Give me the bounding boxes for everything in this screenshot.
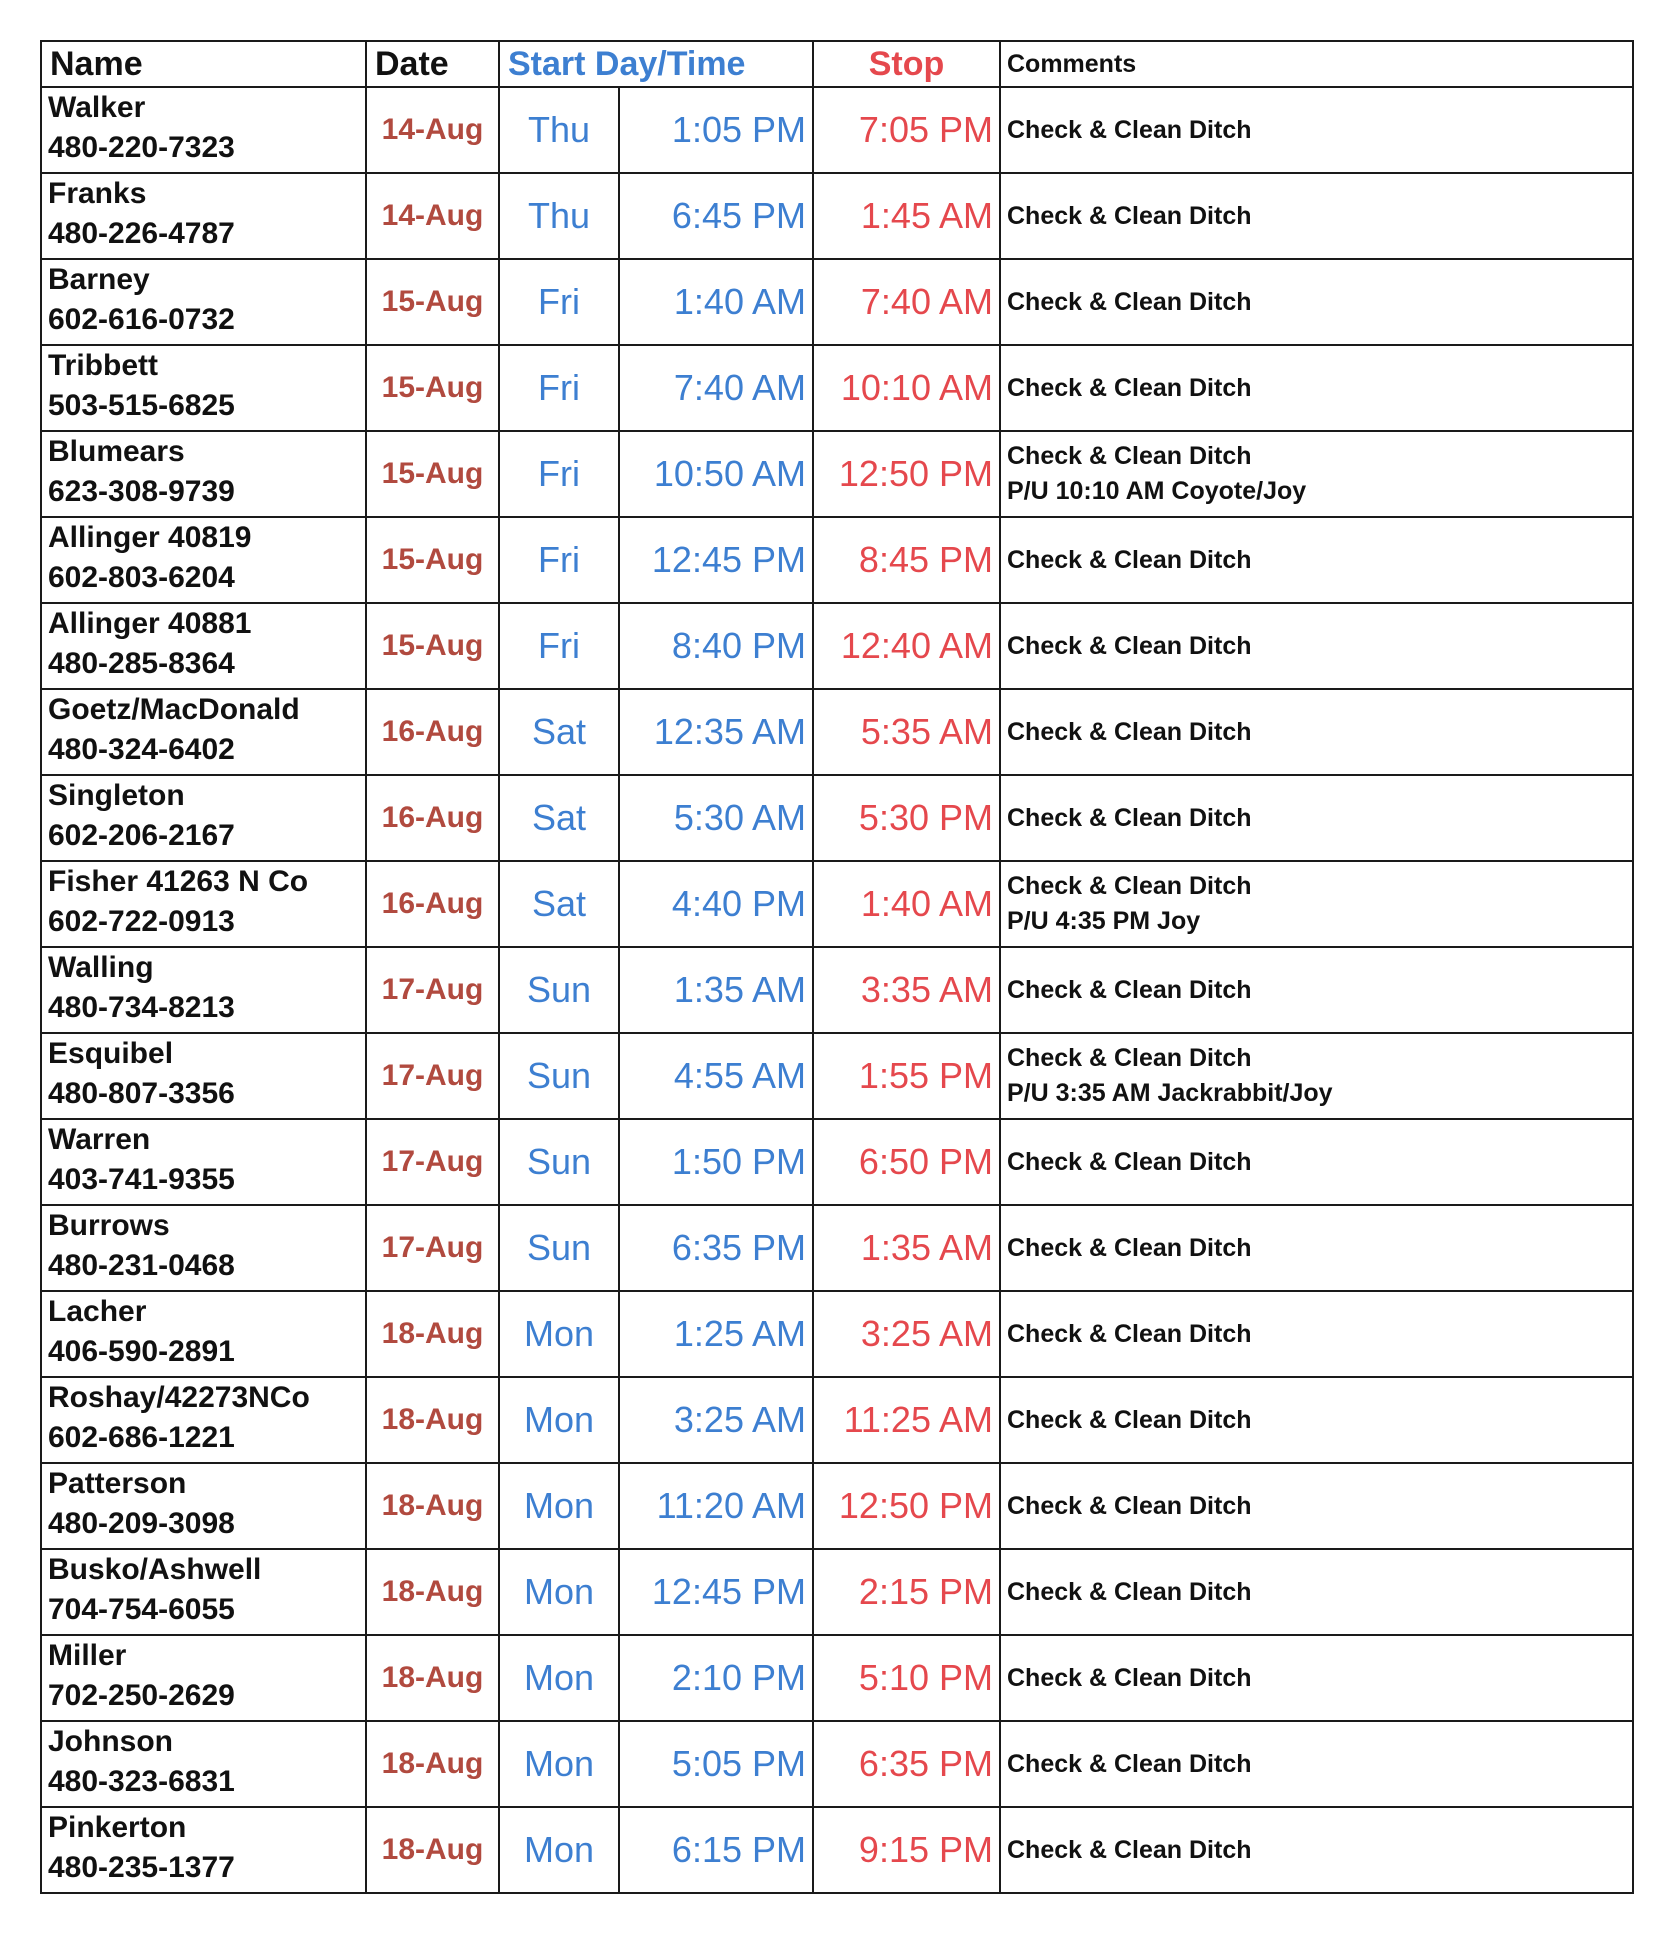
comment-line-1: Check & Clean Ditch — [1007, 1577, 1252, 1606]
comments-cell — [1000, 603, 1633, 689]
comments-cell — [1000, 1033, 1633, 1119]
name-cell — [41, 1377, 366, 1463]
date-cell: 17-Aug — [366, 1119, 499, 1205]
comment-line-1: Check & Clean Ditch — [1007, 1835, 1252, 1864]
table-row — [41, 1635, 1633, 1721]
day-cell: Mon — [499, 1377, 619, 1463]
customer-name: Walker — [48, 91, 146, 124]
day-cell: Mon — [499, 1463, 619, 1549]
name-cell — [41, 517, 366, 603]
date-cell: 18-Aug — [366, 1463, 499, 1549]
start-time-cell: 6:15 PM — [619, 1807, 813, 1893]
stop-time-cell: 5:35 AM — [813, 689, 1000, 775]
comment-line-1: Check & Clean Ditch — [1007, 975, 1252, 1004]
customer-phone: 602-803-6204 — [48, 561, 235, 594]
day-cell: Sat — [499, 775, 619, 861]
name-cell — [41, 259, 366, 345]
name-cell — [41, 87, 366, 173]
header-date: Date — [366, 41, 499, 87]
table-row — [41, 947, 1633, 1033]
comments-cell — [1000, 775, 1633, 861]
day-cell: Fri — [499, 603, 619, 689]
customer-name: Burrows — [48, 1209, 170, 1242]
comment-line-1: Check & Clean Ditch — [1007, 631, 1252, 660]
stop-time-cell: 5:30 PM — [813, 775, 1000, 861]
stop-time-cell: 2:15 PM — [813, 1549, 1000, 1635]
customer-name: Warren — [48, 1123, 151, 1156]
start-time-cell: 6:45 PM — [619, 173, 813, 259]
stop-time-cell: 10:10 AM — [813, 345, 1000, 431]
name-cell — [41, 1549, 366, 1635]
stop-time-cell: 7:05 PM — [813, 87, 1000, 173]
day-cell: Sun — [499, 1119, 619, 1205]
table-row — [41, 1807, 1633, 1893]
start-time-cell: 10:50 AM — [619, 431, 813, 517]
comment-line-1: Check & Clean Ditch — [1007, 872, 1252, 900]
comments-cell — [1000, 1291, 1633, 1377]
comments-cell — [1000, 431, 1633, 517]
comment-line-1: Check & Clean Ditch — [1007, 1663, 1252, 1692]
header-stop: Stop — [813, 41, 1000, 87]
date-cell: 18-Aug — [366, 1377, 499, 1463]
date-cell: 17-Aug — [366, 1205, 499, 1291]
customer-name: Franks — [48, 177, 147, 210]
customer-name: Blumears — [48, 435, 185, 468]
comment-line-1: Check & Clean Ditch — [1007, 1491, 1252, 1520]
customer-phone: 480-209-3098 — [48, 1507, 235, 1540]
start-time-cell: 4:55 AM — [619, 1033, 813, 1119]
comments-cell — [1000, 1463, 1633, 1549]
customer-phone: 704-754-6055 — [48, 1593, 235, 1626]
name-cell — [41, 345, 366, 431]
start-time-cell: 5:05 PM — [619, 1721, 813, 1807]
start-time-cell: 1:50 PM — [619, 1119, 813, 1205]
comment-line-2: P/U 10:10 AM Coyote/Joy — [1007, 477, 1307, 505]
start-time-cell: 1:40 AM — [619, 259, 813, 345]
name-cell — [41, 1463, 366, 1549]
start-time-cell: 12:45 PM — [619, 1549, 813, 1635]
table-row — [41, 173, 1633, 259]
table-row — [41, 87, 1633, 173]
stop-time-cell: 1:35 AM — [813, 1205, 1000, 1291]
name-cell — [41, 1635, 366, 1721]
stop-time-cell: 8:45 PM — [813, 517, 1000, 603]
start-time-cell: 4:40 PM — [619, 861, 813, 947]
name-cell — [41, 1119, 366, 1205]
table-row — [41, 345, 1633, 431]
stop-time-cell: 6:50 PM — [813, 1119, 1000, 1205]
comment-line-1: Check & Clean Ditch — [1007, 1044, 1252, 1072]
comment-line-1: Check & Clean Ditch — [1007, 373, 1252, 402]
stop-time-cell: 12:40 AM — [813, 603, 1000, 689]
stop-time-cell: 9:15 PM — [813, 1807, 1000, 1893]
schedule-rows — [41, 87, 1633, 1893]
comments-cell — [1000, 947, 1633, 1033]
comments-cell — [1000, 173, 1633, 259]
date-cell: 18-Aug — [366, 1291, 499, 1377]
customer-phone: 480-285-8364 — [48, 647, 235, 680]
comments-cell — [1000, 259, 1633, 345]
customer-phone: 702-250-2629 — [48, 1679, 235, 1712]
customer-name: Goetz/MacDonald — [48, 693, 300, 726]
comment-line-1: Check & Clean Ditch — [1007, 115, 1252, 144]
customer-phone: 406-590-2891 — [48, 1335, 235, 1368]
customer-name: Allinger 40881 — [48, 607, 252, 640]
date-cell: 16-Aug — [366, 775, 499, 861]
stop-time-cell: 12:50 PM — [813, 431, 1000, 517]
start-time-cell: 1:35 AM — [619, 947, 813, 1033]
day-cell: Sun — [499, 1205, 619, 1291]
day-cell: Sat — [499, 689, 619, 775]
comments-cell — [1000, 1635, 1633, 1721]
customer-name: Patterson — [48, 1467, 187, 1500]
header-name: Name — [41, 41, 366, 87]
day-cell: Sun — [499, 947, 619, 1033]
day-cell: Fri — [499, 431, 619, 517]
table-row — [41, 1291, 1633, 1377]
customer-phone: 480-323-6831 — [48, 1765, 235, 1798]
day-cell: Mon — [499, 1635, 619, 1721]
header-row — [41, 41, 1633, 87]
customer-phone: 480-235-1377 — [48, 1851, 235, 1884]
start-time-cell: 6:35 PM — [619, 1205, 813, 1291]
stop-time-cell: 1:45 AM — [813, 173, 1000, 259]
customer-name: Barney — [48, 263, 150, 296]
start-time-cell: 1:05 PM — [619, 87, 813, 173]
date-cell: 16-Aug — [366, 861, 499, 947]
table-row — [41, 1033, 1633, 1119]
customer-phone: 623-308-9739 — [48, 475, 235, 508]
comment-line-1: Check & Clean Ditch — [1007, 1233, 1252, 1262]
name-cell — [41, 173, 366, 259]
start-time-cell: 5:30 AM — [619, 775, 813, 861]
day-cell: Mon — [499, 1721, 619, 1807]
comments-cell — [1000, 1377, 1633, 1463]
table-row — [41, 517, 1633, 603]
irrigation-schedule-table — [40, 40, 1634, 1894]
name-cell — [41, 603, 366, 689]
table-row — [41, 1205, 1633, 1291]
name-cell — [41, 689, 366, 775]
customer-phone: 480-324-6402 — [48, 733, 235, 766]
date-cell: 17-Aug — [366, 947, 499, 1033]
stop-time-cell: 7:40 AM — [813, 259, 1000, 345]
name-cell — [41, 1205, 366, 1291]
stop-time-cell: 3:25 AM — [813, 1291, 1000, 1377]
stop-time-cell: 12:50 PM — [813, 1463, 1000, 1549]
comment-line-2: P/U 3:35 AM Jackrabbit/Joy — [1007, 1079, 1333, 1107]
date-cell: 14-Aug — [366, 87, 499, 173]
comment-line-1: Check & Clean Ditch — [1007, 442, 1252, 470]
comment-line-1: Check & Clean Ditch — [1007, 803, 1252, 832]
header-start-day-time: Start Day/Time — [499, 41, 813, 87]
customer-phone: 480-220-7323 — [48, 131, 235, 164]
customer-phone: 480-226-4787 — [48, 217, 235, 250]
stop-time-cell: 3:35 AM — [813, 947, 1000, 1033]
comments-cell — [1000, 861, 1633, 947]
stop-time-cell: 1:55 PM — [813, 1033, 1000, 1119]
comments-cell — [1000, 87, 1633, 173]
customer-name: Allinger 40819 — [48, 521, 252, 554]
start-time-cell: 12:35 AM — [619, 689, 813, 775]
comment-line-1: Check & Clean Ditch — [1007, 1405, 1252, 1434]
customer-phone: 503-515-6825 — [48, 389, 235, 422]
date-cell: 18-Aug — [366, 1721, 499, 1807]
table-row — [41, 431, 1633, 517]
name-cell — [41, 1033, 366, 1119]
name-cell — [41, 1721, 366, 1807]
start-time-cell: 12:45 PM — [619, 517, 813, 603]
day-cell: Fri — [499, 517, 619, 603]
date-cell: 18-Aug — [366, 1635, 499, 1721]
table-row — [41, 861, 1633, 947]
customer-name: Tribbett — [48, 349, 158, 382]
date-cell: 14-Aug — [366, 173, 499, 259]
day-cell: Sat — [499, 861, 619, 947]
start-time-cell: 7:40 AM — [619, 345, 813, 431]
day-cell: Fri — [499, 345, 619, 431]
date-cell: 18-Aug — [366, 1807, 499, 1893]
date-cell: 15-Aug — [366, 345, 499, 431]
start-time-cell: 3:25 AM — [619, 1377, 813, 1463]
customer-name: Johnson — [48, 1725, 173, 1758]
customer-name: Roshay/42273NCo — [48, 1381, 310, 1414]
day-cell: Mon — [499, 1807, 619, 1893]
comment-line-1: Check & Clean Ditch — [1007, 287, 1252, 316]
date-cell: 17-Aug — [366, 1033, 499, 1119]
date-cell: 15-Aug — [366, 259, 499, 345]
customer-phone: 403-741-9355 — [48, 1163, 235, 1196]
customer-phone: 480-231-0468 — [48, 1249, 235, 1282]
customer-name: Singleton — [48, 779, 185, 812]
day-cell: Mon — [499, 1291, 619, 1377]
name-cell — [41, 431, 366, 517]
day-cell: Mon — [499, 1549, 619, 1635]
comments-cell — [1000, 1721, 1633, 1807]
comment-line-1: Check & Clean Ditch — [1007, 1147, 1252, 1176]
stop-time-cell: 5:10 PM — [813, 1635, 1000, 1721]
table-row — [41, 1721, 1633, 1807]
date-cell: 18-Aug — [366, 1549, 499, 1635]
comments-cell — [1000, 517, 1633, 603]
name-cell — [41, 947, 366, 1033]
stop-time-cell: 6:35 PM — [813, 1721, 1000, 1807]
start-time-cell: 8:40 PM — [619, 603, 813, 689]
stop-time-cell: 11:25 AM — [813, 1377, 1000, 1463]
customer-phone: 602-686-1221 — [48, 1421, 235, 1454]
customer-name: Pinkerton — [48, 1811, 187, 1844]
day-cell: Sun — [499, 1033, 619, 1119]
comment-line-1: Check & Clean Ditch — [1007, 201, 1252, 230]
start-time-cell: 1:25 AM — [619, 1291, 813, 1377]
comments-cell — [1000, 1205, 1633, 1291]
customer-phone: 480-734-8213 — [48, 991, 235, 1024]
day-cell: Thu — [499, 173, 619, 259]
stop-time-cell: 1:40 AM — [813, 861, 1000, 947]
table-row — [41, 603, 1633, 689]
table-row — [41, 775, 1633, 861]
table-row — [41, 259, 1633, 345]
customer-phone: 602-616-0732 — [48, 303, 235, 336]
table-row — [41, 1549, 1633, 1635]
table-row — [41, 1463, 1633, 1549]
customer-name: Busko/Ashwell — [48, 1553, 262, 1586]
comments-cell — [1000, 1119, 1633, 1205]
start-time-cell: 11:20 AM — [619, 1463, 813, 1549]
name-cell — [41, 861, 366, 947]
day-cell: Thu — [499, 87, 619, 173]
table-row — [41, 1119, 1633, 1205]
customer-phone: 602-206-2167 — [48, 819, 235, 852]
header-comments: Comments — [1000, 41, 1633, 87]
comment-line-1: Check & Clean Ditch — [1007, 1749, 1252, 1778]
date-cell: 15-Aug — [366, 517, 499, 603]
start-time-cell: 2:10 PM — [619, 1635, 813, 1721]
customer-phone: 480-807-3356 — [48, 1077, 235, 1110]
customer-name: Esquibel — [48, 1037, 174, 1070]
name-cell — [41, 1291, 366, 1377]
table-row — [41, 689, 1633, 775]
comment-line-2: P/U 4:35 PM Joy — [1007, 907, 1201, 935]
customer-name: Fisher 41263 N Co — [48, 865, 309, 898]
comments-cell — [1000, 1549, 1633, 1635]
date-cell: 15-Aug — [366, 603, 499, 689]
name-cell — [41, 1807, 366, 1893]
comments-cell — [1000, 689, 1633, 775]
comments-cell — [1000, 345, 1633, 431]
day-cell: Fri — [499, 259, 619, 345]
name-cell — [41, 775, 366, 861]
date-cell: 15-Aug — [366, 431, 499, 517]
customer-name: Miller — [48, 1639, 127, 1672]
customer-phone: 602-722-0913 — [48, 905, 235, 938]
customer-name: Walling — [48, 951, 154, 984]
comment-line-1: Check & Clean Ditch — [1007, 1319, 1252, 1348]
table-row — [41, 1377, 1633, 1463]
customer-name: Lacher — [48, 1295, 147, 1328]
comment-line-1: Check & Clean Ditch — [1007, 717, 1252, 746]
comments-cell — [1000, 1807, 1633, 1893]
date-cell: 16-Aug — [366, 689, 499, 775]
comment-line-1: Check & Clean Ditch — [1007, 545, 1252, 574]
